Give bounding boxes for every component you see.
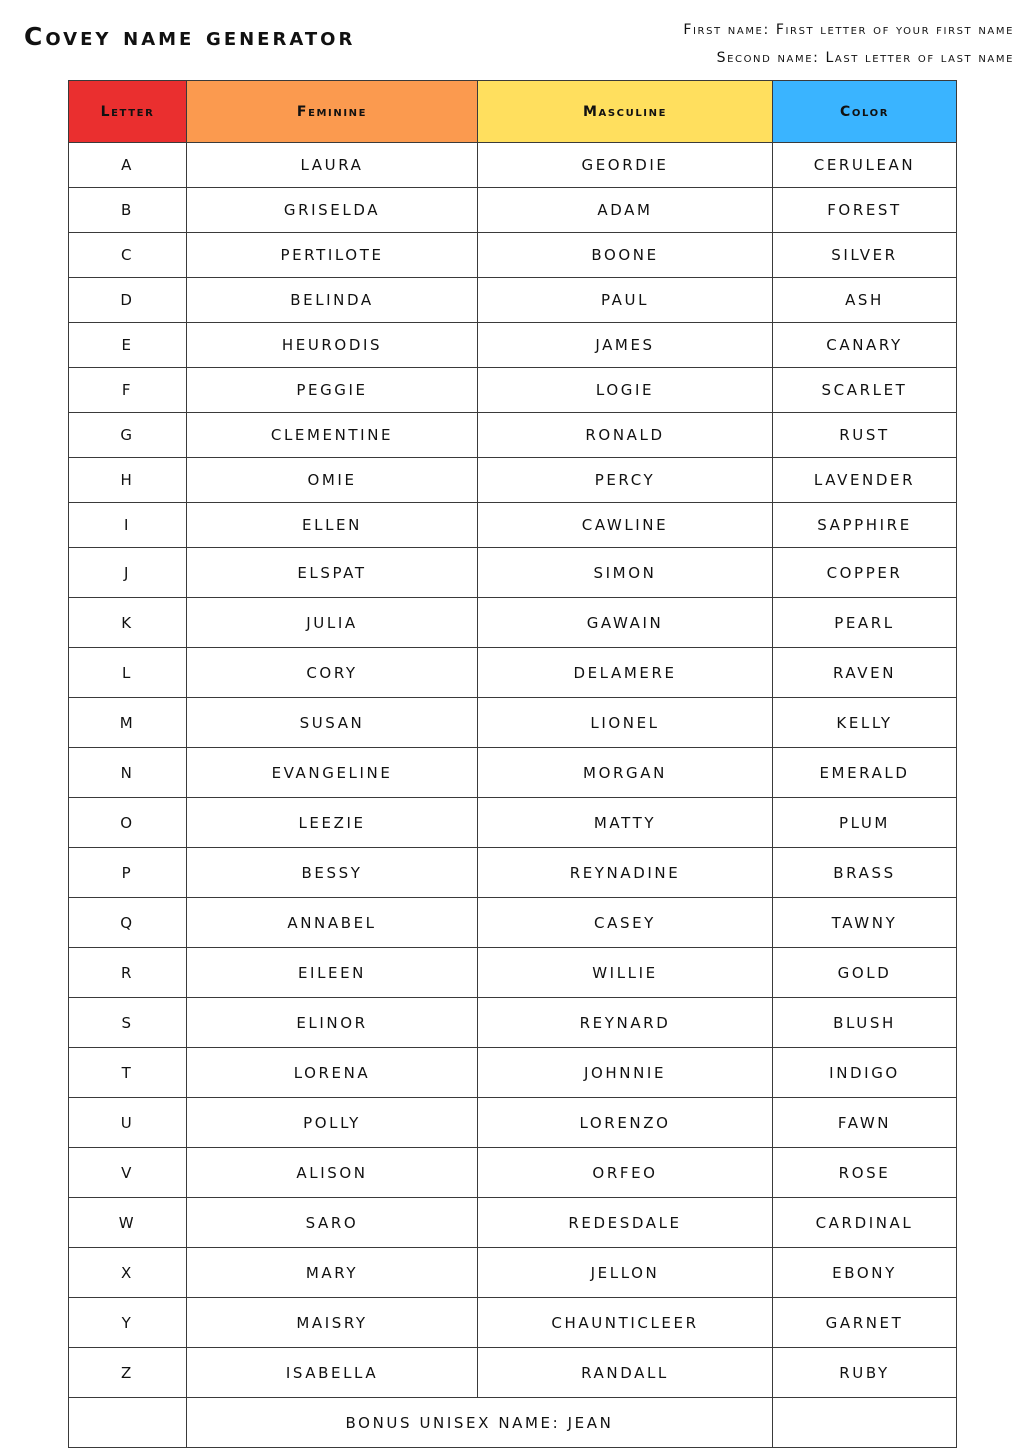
- masculine-cell: GEORDIE: [478, 143, 773, 188]
- letter-cell: M: [69, 698, 187, 748]
- letter-cell: E: [69, 323, 187, 368]
- table-row: [69, 503, 957, 548]
- letter-cell: B: [69, 188, 187, 233]
- table-row: [69, 748, 957, 798]
- letter-cell: Z: [69, 1348, 187, 1398]
- feminine-cell: ELSPAT: [187, 548, 478, 598]
- table-row: [69, 798, 957, 848]
- name-table: [68, 80, 957, 1448]
- color-cell: RAVEN: [773, 648, 957, 698]
- table-row: [69, 143, 957, 188]
- table-row: [69, 1298, 957, 1348]
- feminine-cell: SARO: [187, 1198, 478, 1248]
- letter-cell: C: [69, 233, 187, 278]
- table-row: [69, 1048, 957, 1098]
- color-cell: INDIGO: [773, 1048, 957, 1098]
- header-masculine: Masculine: [478, 81, 773, 143]
- table-row: [69, 1248, 957, 1298]
- table-row: [69, 898, 957, 948]
- letter-cell: R: [69, 948, 187, 998]
- feminine-cell: GRISELDA: [187, 188, 478, 233]
- table-row: [69, 233, 957, 278]
- masculine-cell: BOONE: [478, 233, 773, 278]
- table-row: [69, 278, 957, 323]
- color-cell: KELLY: [773, 698, 957, 748]
- letter-cell: O: [69, 798, 187, 848]
- color-cell: EBONY: [773, 1248, 957, 1298]
- letter-cell: D: [69, 278, 187, 323]
- feminine-cell: POLLY: [187, 1098, 478, 1148]
- color-cell: FAWN: [773, 1098, 957, 1148]
- color-cell: CERULEAN: [773, 143, 957, 188]
- color-cell: SAPPHIRE: [773, 503, 957, 548]
- table-row: [69, 1348, 957, 1398]
- masculine-cell: REYNARD: [478, 998, 773, 1048]
- table-row: [69, 188, 957, 233]
- letter-cell: N: [69, 748, 187, 798]
- masculine-cell: JELLON: [478, 1248, 773, 1298]
- feminine-cell: BESSY: [187, 848, 478, 898]
- masculine-cell: DELAMERE: [478, 648, 773, 698]
- feminine-cell: OMIE: [187, 458, 478, 503]
- color-cell: ASH: [773, 278, 957, 323]
- feminine-cell: CLEMENTINE: [187, 413, 478, 458]
- masculine-cell: LOGIE: [478, 368, 773, 413]
- masculine-cell: JOHNNIE: [478, 1048, 773, 1098]
- letter-cell: F: [69, 368, 187, 413]
- color-cell: PLUM: [773, 798, 957, 848]
- color-cell: BRASS: [773, 848, 957, 898]
- header-row: [69, 81, 957, 143]
- letter-cell: A: [69, 143, 187, 188]
- table-row: [69, 548, 957, 598]
- letter-cell: S: [69, 998, 187, 1048]
- masculine-cell: PERCY: [478, 458, 773, 503]
- table-row: [69, 648, 957, 698]
- feminine-cell: SUSAN: [187, 698, 478, 748]
- letter-cell: J: [69, 548, 187, 598]
- letter-cell: X: [69, 1248, 187, 1298]
- masculine-cell: ORFEO: [478, 1148, 773, 1198]
- color-cell: BLUSH: [773, 998, 957, 1048]
- table-row: [69, 598, 957, 648]
- table-row: [69, 458, 957, 503]
- table-row: [69, 948, 957, 998]
- masculine-cell: REYNADINE: [478, 848, 773, 898]
- masculine-cell: CAWLINE: [478, 503, 773, 548]
- feminine-cell: ELINOR: [187, 998, 478, 1048]
- masculine-cell: LORENZO: [478, 1098, 773, 1148]
- table-row: [69, 848, 957, 898]
- feminine-cell: PERTILOTE: [187, 233, 478, 278]
- letter-cell: L: [69, 648, 187, 698]
- table-row: [69, 998, 957, 1048]
- table-row: [69, 323, 957, 368]
- table-row: [69, 1148, 957, 1198]
- feminine-cell: LORENA: [187, 1048, 478, 1098]
- masculine-cell: GAWAIN: [478, 598, 773, 648]
- feminine-cell: EVANGELINE: [187, 748, 478, 798]
- feminine-cell: ELLEN: [187, 503, 478, 548]
- rules-block: [683, 16, 1014, 72]
- color-cell: SCARLET: [773, 368, 957, 413]
- color-cell: FOREST: [773, 188, 957, 233]
- color-cell: CARDINAL: [773, 1198, 957, 1248]
- letter-cell: I: [69, 503, 187, 548]
- letter-cell: P: [69, 848, 187, 898]
- feminine-cell: PEGGIE: [187, 368, 478, 413]
- masculine-cell: PAUL: [478, 278, 773, 323]
- masculine-cell: RANDALL: [478, 1348, 773, 1398]
- color-cell: ROSE: [773, 1148, 957, 1198]
- bonus-empty-left: [69, 1398, 187, 1448]
- masculine-cell: MORGAN: [478, 748, 773, 798]
- masculine-cell: REDESDALE: [478, 1198, 773, 1248]
- feminine-cell: EILEEN: [187, 948, 478, 998]
- masculine-cell: CHAUNTICLEER: [478, 1298, 773, 1348]
- feminine-cell: ANNABEL: [187, 898, 478, 948]
- letter-cell: G: [69, 413, 187, 458]
- masculine-cell: LIONEL: [478, 698, 773, 748]
- second-name-rule: Second name: Last letter of last name: [716, 50, 1014, 66]
- masculine-cell: SIMON: [478, 548, 773, 598]
- feminine-cell: MAISRY: [187, 1298, 478, 1348]
- masculine-cell: CASEY: [478, 898, 773, 948]
- bonus-name: BONUS UNISEX NAME: JEAN: [187, 1398, 773, 1448]
- bonus-row: [69, 1398, 957, 1448]
- color-cell: RUBY: [773, 1348, 957, 1398]
- feminine-cell: MARY: [187, 1248, 478, 1298]
- letter-cell: Q: [69, 898, 187, 948]
- feminine-cell: LEEZIE: [187, 798, 478, 848]
- letter-cell: K: [69, 598, 187, 648]
- letter-cell: T: [69, 1048, 187, 1098]
- letter-cell: V: [69, 1148, 187, 1198]
- masculine-cell: ADAM: [478, 188, 773, 233]
- feminine-cell: CORY: [187, 648, 478, 698]
- color-cell: GOLD: [773, 948, 957, 998]
- letter-cell: U: [69, 1098, 187, 1148]
- feminine-cell: ISABELLA: [187, 1348, 478, 1398]
- bonus-empty-right: [773, 1398, 957, 1448]
- first-name-rule: First name: First letter of your first name: [683, 22, 1014, 38]
- header-feminine: Feminine: [187, 81, 478, 143]
- table-row: [69, 368, 957, 413]
- color-cell: LAVENDER: [773, 458, 957, 503]
- table-body: [69, 143, 957, 1398]
- feminine-cell: HEURODIS: [187, 323, 478, 368]
- letter-cell: Y: [69, 1298, 187, 1348]
- masculine-cell: JAMES: [478, 323, 773, 368]
- table-row: [69, 1098, 957, 1148]
- color-cell: TAWNY: [773, 898, 957, 948]
- color-cell: GARNET: [773, 1298, 957, 1348]
- table-row: [69, 413, 957, 458]
- feminine-cell: BELINDA: [187, 278, 478, 323]
- letter-cell: H: [69, 458, 187, 503]
- masculine-cell: MATTY: [478, 798, 773, 848]
- header-color: Color: [773, 81, 957, 143]
- color-cell: CANARY: [773, 323, 957, 368]
- feminine-cell: LAURA: [187, 143, 478, 188]
- header-letter: Letter: [69, 81, 187, 143]
- color-cell: COPPER: [773, 548, 957, 598]
- feminine-cell: ALISON: [187, 1148, 478, 1198]
- masculine-cell: RONALD: [478, 413, 773, 458]
- letter-cell: W: [69, 1198, 187, 1248]
- feminine-cell: JULIA: [187, 598, 478, 648]
- color-cell: RUST: [773, 413, 957, 458]
- color-cell: SILVER: [773, 233, 957, 278]
- table-row: [69, 698, 957, 748]
- table-row: [69, 1198, 957, 1248]
- color-cell: EMERALD: [773, 748, 957, 798]
- page-title: Covey name generator: [24, 22, 356, 51]
- color-cell: PEARL: [773, 598, 957, 648]
- masculine-cell: WILLIE: [478, 948, 773, 998]
